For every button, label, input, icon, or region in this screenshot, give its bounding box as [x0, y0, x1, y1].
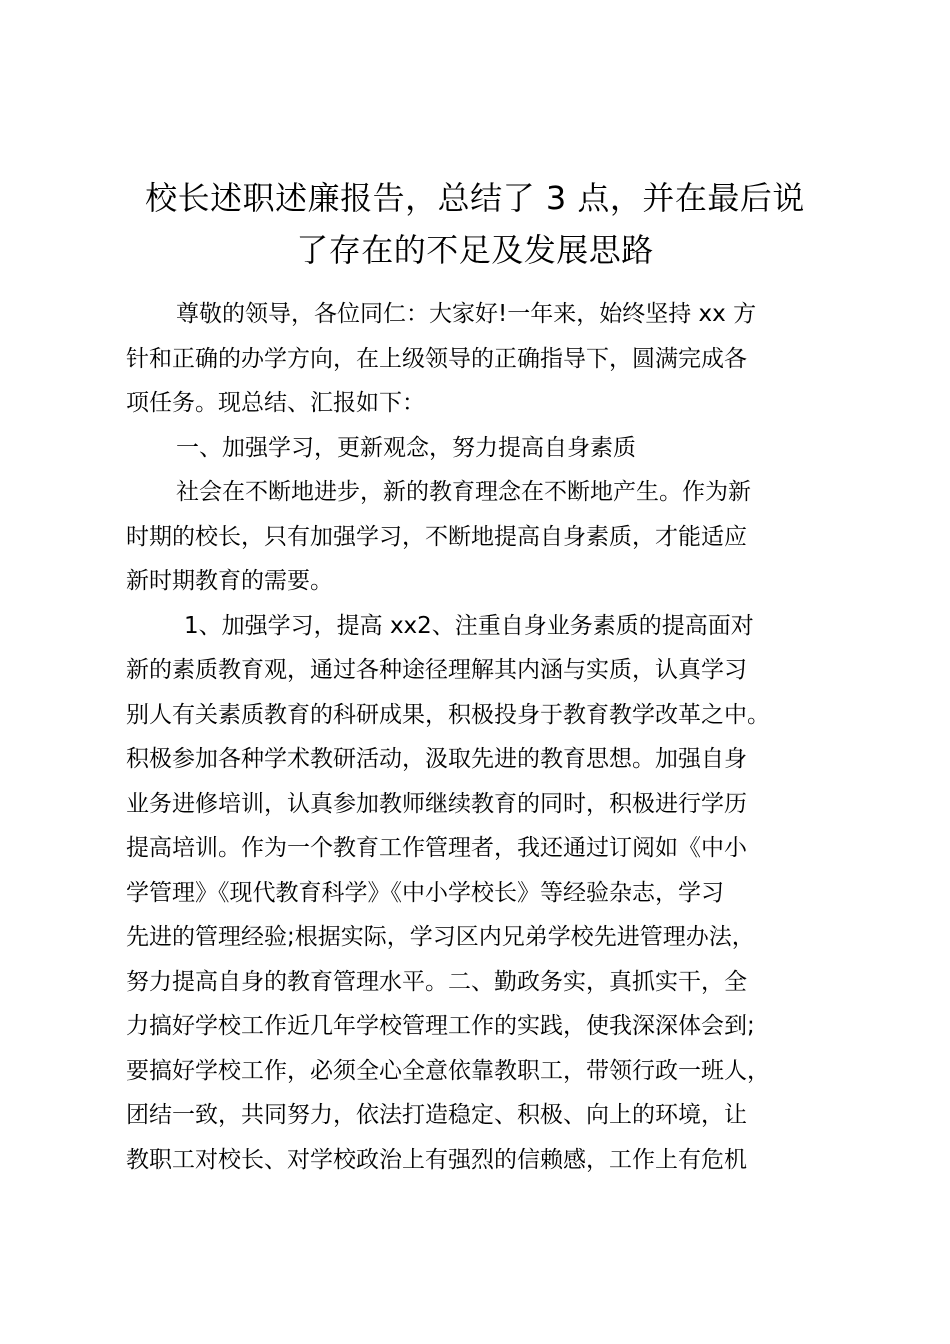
paragraph-line: 教职工对校长、对学校政治上有强烈的信赖感，工作上有危机 — [126, 1146, 747, 1173]
paragraph-line: 先进的管理经验;根据实际，学习区内兄弟学校先进管理办法， — [126, 924, 755, 950]
paragraph-line: 项任务。现总结、汇报如下： — [126, 390, 425, 416]
paragraph-line: 尊敬的领导，各位同仁：大家好!一年来，始终坚持 xx 方 — [176, 301, 757, 327]
paragraph-line: 别人有关素质教育的科研成果，积极投身于教育教学改革之中。 — [126, 701, 770, 728]
paragraph-line: 团结一致，共同努力，依法打造稳定、积极、向上的环境，让 — [126, 1102, 747, 1128]
paragraph-line: 新时期教育的需要。 — [126, 568, 333, 594]
title-line: 校长述职述廉报告，总结了 3 点，并在最后说 — [145, 179, 805, 217]
document-body — [126, 292, 836, 1182]
paragraph-line: 学管理》《现代教育科学》《中小学校长》等经验杂志，学习 — [126, 879, 724, 906]
paragraph-line: 力搞好学校工作近几年学校管理工作的实践，使我深深体会到; — [126, 1013, 755, 1039]
paragraph-line: 时期的校长，只有加强学习，不断地提高自身素质，才能适应 — [126, 523, 747, 550]
title-line: 了存在的不足及发展思路 — [296, 231, 654, 269]
paragraph-line: 提高培训。作为一个教育工作管理者，我还通过订阅如《中小 — [126, 835, 747, 861]
paragraph-line: 积极参加各种学术教研活动，汲取先进的教育思想。加强自身 — [126, 746, 747, 772]
paragraph-line: 业务进修培训，认真参加教师继续教育的同时，积极进行学历 — [126, 790, 747, 817]
paragraph-line: 要搞好学校工作，必须全心全意依靠教职工，带领行政一班人， — [126, 1057, 770, 1084]
paragraph-line: 1、加强学习，提高 xx2、注重自身业务素质的提高面对 — [184, 612, 754, 639]
paragraph-line: 针和正确的办学方向，在上级领导的正确指导下，圆满完成各 — [126, 345, 747, 372]
document-title — [100, 172, 850, 276]
paragraph-line: 努力提高自身的教育管理水平。二、勤政务实，真抓实干，全 — [126, 968, 747, 995]
section-heading: 一、加强学习，更新观念，努力提高自身素质 — [176, 434, 636, 461]
paragraph-line: 社会在不断地进步，新的教育理念在不断地产生。作为新 — [176, 479, 751, 505]
paragraph-line: 新的素质教育观，通过各种途径理解其内涵与实质，认真学习 — [126, 657, 747, 683]
